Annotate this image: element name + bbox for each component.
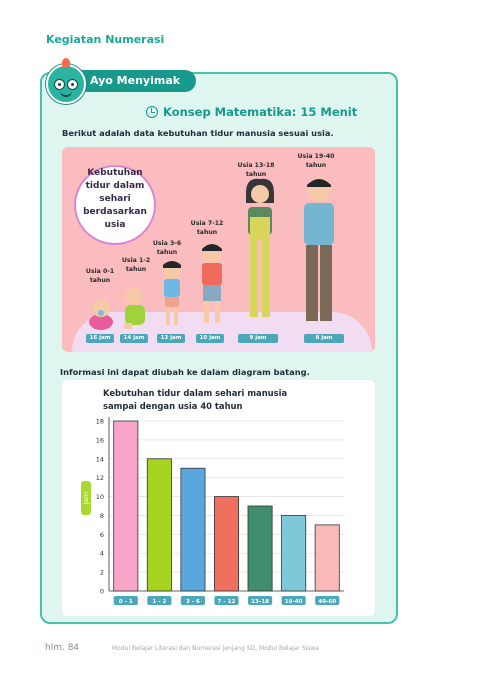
footer-text: Modul Belajar Literasi dan Numerasi jenjang SD, Modul Belajar Siswa	[112, 645, 320, 652]
x-tick-label: 7 - 12	[217, 599, 236, 605]
age-label-1: Usia 1-2 tahun	[121, 257, 151, 273]
x-tick-label: 1 - 2	[152, 599, 167, 605]
bar-7-12	[214, 497, 238, 591]
y-tick-label: 18	[95, 417, 104, 426]
bar-1-2	[147, 459, 171, 591]
info-text: Informasi ini dapat diubah ke dalam diagram batang.	[60, 367, 310, 377]
y-tick-label: 6	[99, 530, 104, 539]
x-tick-label: 19-40	[284, 599, 303, 605]
bar-3-6	[181, 468, 205, 591]
y-tick-label: 0	[99, 587, 104, 596]
y-axis-label: Jam	[82, 491, 90, 505]
mascot-icon	[46, 64, 86, 104]
hours-badge-2: 13 jam	[157, 334, 185, 343]
baby-figure	[86, 295, 116, 331]
concept-heading	[146, 105, 357, 119]
teen-figure	[238, 177, 282, 329]
concept-label: Konsep Matematika: 15 Menit	[163, 105, 358, 119]
y-tick-label: 2	[99, 568, 104, 577]
x-tick-label: 3 - 6	[185, 599, 200, 605]
page-number: hlm. 84	[45, 643, 80, 653]
bar-0-1	[114, 421, 138, 591]
bar-19-40	[282, 515, 306, 591]
intro-text: Berikut adalah data kebutuhan tidur manusia sesuai usia.	[62, 128, 334, 138]
y-tick-label: 4	[99, 549, 104, 558]
bar-13-18	[248, 506, 272, 591]
x-tick-label: 13-18	[251, 599, 270, 605]
section-title: Kegiatan Numerasi	[46, 33, 165, 46]
y-tick-label: 16	[95, 436, 104, 445]
adult-figure	[294, 173, 344, 331]
hours-badge-1: 14 jam	[120, 334, 148, 343]
y-tick-label: 12	[95, 474, 104, 483]
y-tick-label: 14	[95, 455, 104, 464]
activity-label: Ayo Menyimak	[76, 70, 196, 92]
x-tick-label: 0 - 1	[118, 599, 133, 605]
bar-chart	[62, 380, 375, 616]
hours-badge-3: 10 jam	[196, 334, 224, 343]
y-tick-label: 8	[99, 511, 104, 520]
kid-figure	[194, 241, 230, 329]
sleep-needs-illustration	[62, 147, 375, 352]
hours-badge-5: 8 jam	[304, 334, 344, 343]
child-figure	[158, 259, 186, 329]
age-label-0: Usia 0-1 tahun	[85, 268, 115, 284]
y-tick-label: 10	[95, 493, 104, 502]
hours-badge-0: 16 jam	[86, 334, 114, 343]
bubble-text: Kebutuhan tidur dalam sehari berdasarkan usia	[83, 168, 147, 230]
toddler-figure	[120, 285, 150, 331]
bar-40-60	[315, 525, 339, 591]
age-label-5: Usia 19-40 tahun	[297, 153, 335, 169]
age-label-4: Usia 13-18 tahun	[237, 162, 275, 178]
age-label-2: Usia 3-6 tahun	[152, 240, 182, 256]
hours-badge-4: 9 jam	[238, 334, 278, 343]
chart-title: Kebutuhan tidur dalam sehari manusia sampai dengan usia 40 tahun	[103, 388, 288, 411]
clock-icon	[146, 106, 158, 118]
age-label-3: Usia 7-12 tahun	[190, 220, 224, 236]
x-tick-label: 40-60	[318, 599, 337, 605]
